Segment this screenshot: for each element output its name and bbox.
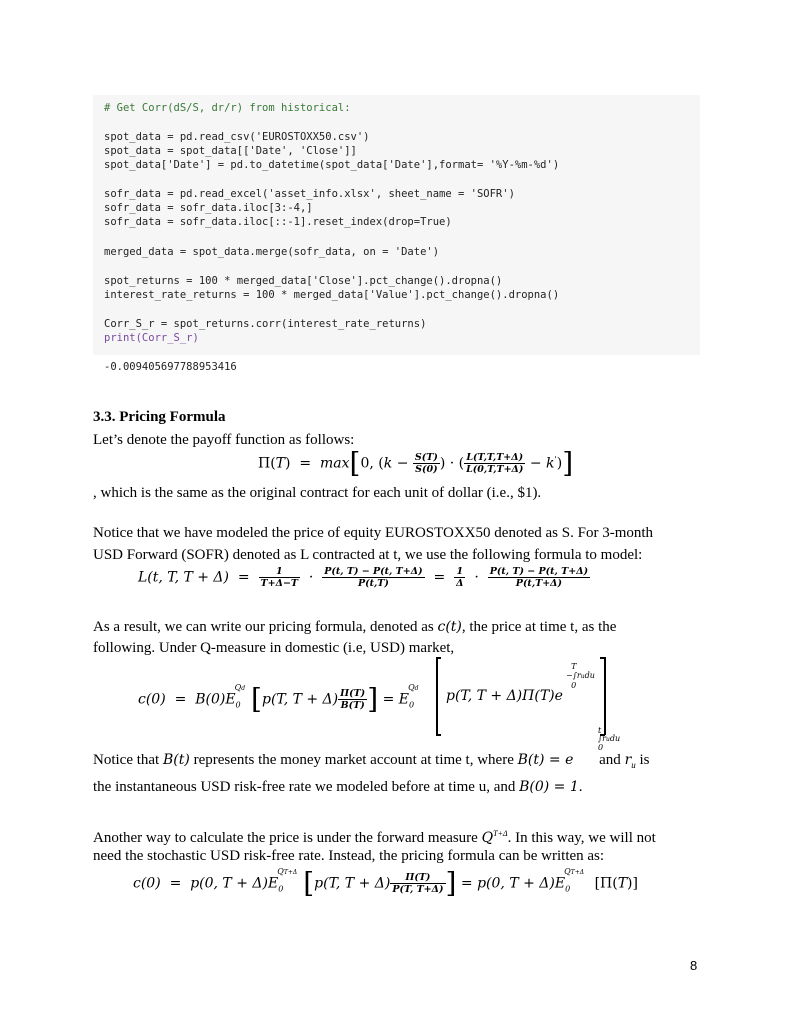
section-heading: 3.3. Pricing Formula: [93, 409, 226, 425]
code-line: sofr_data = sofr_data.iloc[::-1].reset_index(drop=True): [104, 216, 452, 228]
code-output: -0.009405697788953416: [104, 361, 237, 373]
code-block: [93, 95, 700, 355]
code-line: spot_returns = 100 * merged_data['Close'].pct_change().dropna(): [104, 275, 503, 287]
paragraph: As a result, we can write our pricing formula, denoted as c(t), the price at time t, as the: [93, 619, 617, 635]
code-line: spot_data = spot_data[['Date', 'Close']]: [104, 145, 357, 157]
paragraph: , which is the same as the original contract for each unit of dollar (i.e., $1).: [93, 485, 542, 501]
paragraph: the instantaneous USD risk-free rate we modeled before at time u, and B(0) = 1.: [93, 779, 583, 795]
code-line: interest_rate_returns = 100 * merged_data['Value'].pct_change().dropna(): [104, 289, 560, 301]
page-number: 8: [690, 958, 698, 973]
code-line: # Get Corr(dS/S, dr/r) from historical:: [104, 102, 351, 114]
code-line: print(Corr_S_r): [104, 332, 199, 344]
paragraph: USD Forward (SOFR) denoted as L contracted at t, we use the following formula to model:: [93, 547, 643, 563]
exponent-integral: t ∫rudu 0: [598, 726, 621, 752]
paragraph: Another way to calculate the price is under the forward measure $Q^{T+\Delta}$. In this way, we will not: [93, 829, 656, 846]
code-line: Corr_S_r = spot_returns.corr(interest_rate_returns): [104, 318, 427, 330]
payoff-equation: Π(T) = max[0, (k − $\frac{S(T)}{S(0)}$ ) · ( $\frac{L(T,T,T+\Delta)}{L(0,T,T+\Delta)}$ − k')]: [258, 446, 574, 480]
code-line: spot_data = pd.read_csv('EUROSTOXX50.csv'): [104, 131, 370, 143]
forward-measure-pricing-equation: c(0) = p(0, $T + \Delta)E_0^{QT+\Delta}$ [p(T, T + Δ) $\frac{\Pi(T)}{P(T, T+\Delta)}$ ] = p(0, $T + \Delta)E_0^{QT+\Delta}$ [Π(T)]: [133, 866, 638, 900]
paragraph: Notice that B(t) represents the money market account at time t, where B(t) = e and $r_u$ is: [93, 752, 650, 770]
code-line: merged_data = spot_data.merge(sofr_data, on = 'Date'): [104, 246, 440, 258]
paragraph: need the stochastic USD risk-free rate. Instead, the pricing formula can be written as:: [93, 848, 605, 864]
code-line: sofr_data = pd.read_excel('asset_info.xlsx', sheet_name = 'SOFR'): [104, 188, 515, 200]
forward-rate-equation: L(t, T, T + Δ) = $\frac{1}{T+\Delta-T}$ · $\frac{P(t, T) - P(t, T+\Delta)}{P(t,T)}$ = $\frac{1}{\Delta}$ · $\frac{P(t, T) - P(t, T+\Delta)}{P(t,T+\Delta)}$: [138, 566, 589, 589]
code-line: spot_data['Date'] = pd.to_datetime(spot_data['Date'],format= '%Y-%m-%d'): [104, 159, 560, 171]
paragraph: following. Under Q-measure in domestic (i.e, USD) market,: [93, 640, 455, 656]
paragraph: Notice that we have modeled the price of equity EUROSTOXX50 denoted as S. For 3-month: [93, 525, 654, 541]
code-line: sofr_data = sofr_data.iloc[3:-4,]: [104, 202, 313, 214]
paragraph: Let’s denote the payoff function as follows:: [93, 432, 355, 448]
